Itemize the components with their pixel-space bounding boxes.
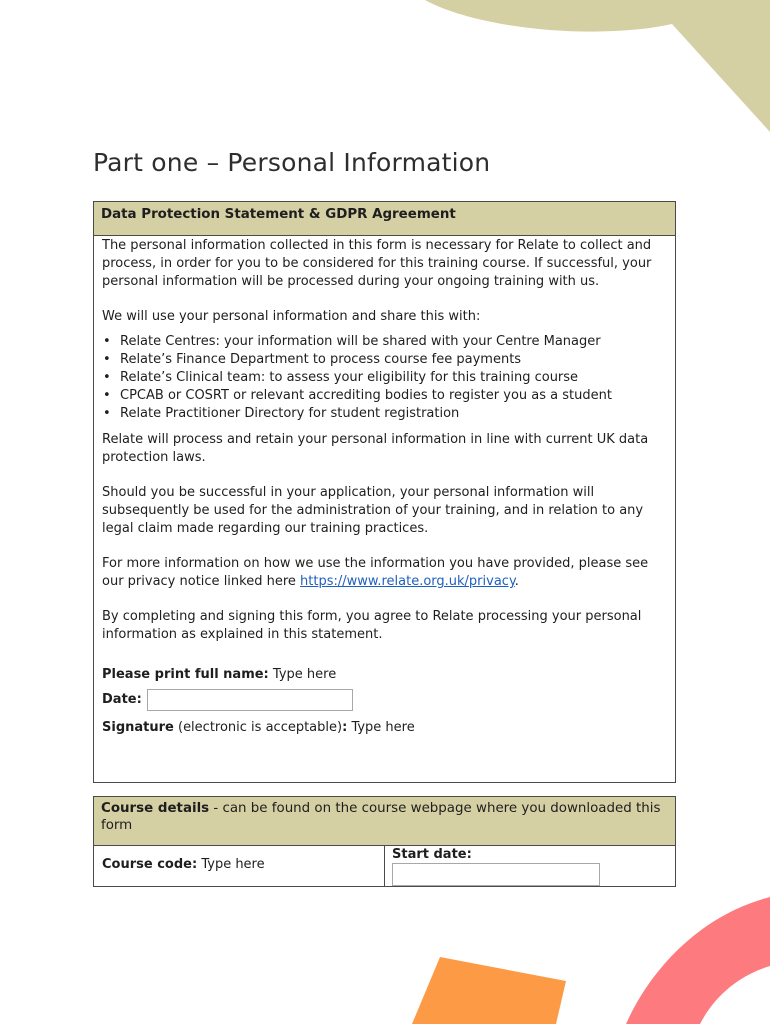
page-title: Part one – Personal Information [93, 148, 491, 177]
course-heading-note: - can be found on the course webpage where you downloaded this form [101, 801, 661, 833]
share-list [102, 333, 667, 423]
date-row [102, 687, 667, 713]
gdpr-heading: Data Protection Statement & GDPR Agreement [94, 202, 675, 236]
course-code-field[interactable]: Type here [201, 857, 265, 872]
signature-note: (electronic is acceptable) [173, 720, 343, 735]
date-label: Date: [102, 692, 142, 707]
course-code-cell [94, 846, 385, 887]
course-heading [94, 797, 675, 846]
orange-shape-decoration [412, 957, 566, 1024]
full-name-field[interactable]: Type here [272, 667, 337, 682]
start-date-label: Start date: [392, 847, 472, 862]
signature-field[interactable]: Type here [351, 720, 415, 735]
start-date-cell [385, 846, 675, 887]
privacy-link[interactable]: https://www.relate.org.uk/privacy [300, 574, 515, 589]
list-item: • Relate Centres: your information will be shared with your Centre Manager [102, 333, 667, 351]
success-statement: Should you be successful in your application, your personal information will subsequently be used for the administration of your training, and in relation to any legal claim made regarding our training practices. [102, 485, 644, 536]
gdpr-section [93, 201, 676, 783]
share-intro: We will use your personal information and share this with: [102, 309, 481, 324]
gdpr-content [94, 236, 675, 737]
signature-colon: : [342, 720, 348, 735]
more-info-statement [102, 555, 667, 591]
full-name-label: Please print full name: [102, 667, 269, 682]
more-info-text: For more information on how we use the information you have provided, please see our privacy notice linked here [102, 556, 649, 589]
course-row [94, 846, 675, 887]
list-item: • Relate’s Finance Department to process course fee payments [102, 351, 667, 369]
agreement-statement: By completing and signing this form, you agree to Relate processing your personal information as explained in this statement. [102, 609, 642, 642]
signature-label: Signature [102, 720, 174, 735]
khaki-blob-decoration [425, 0, 770, 132]
gdpr-intro: The personal information collected in this form is necessary for Relate to collect and process, in order for you to be considered for this training course. If successful, your personal information will be processed during your ongoing training with us. [102, 238, 652, 289]
retain-statement: Relate will process and retain your personal information in line with current UK data protection laws. [102, 432, 649, 465]
signature-row [102, 719, 667, 737]
list-item: • Relate’s Clinical team: to assess your eligibility for this training course [102, 369, 667, 387]
course-heading-title: Course details [101, 801, 210, 816]
more-info-suffix: . [514, 574, 519, 589]
list-item: • Relate Practitioner Directory for student registration [102, 405, 667, 423]
date-input[interactable] [147, 689, 353, 711]
start-date-input[interactable] [392, 863, 600, 886]
course-code-label: Course code: [102, 857, 198, 872]
pink-arc-decoration [626, 897, 770, 1024]
full-name-row [102, 666, 667, 684]
course-details-section [93, 796, 676, 887]
list-item: • CPCAB or COSRT or relevant accrediting bodies to register you as a student [102, 387, 667, 405]
